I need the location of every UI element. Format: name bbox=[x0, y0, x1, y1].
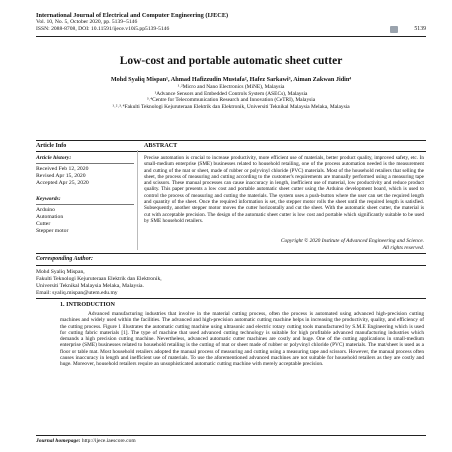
history-item: Accepted Apr 25, 2020 bbox=[36, 180, 89, 186]
keywords-label: Keywords: bbox=[36, 196, 61, 202]
affiliation-line: ¹Advance Sensors and Embedded Controls System (ASECs), Malaysia bbox=[154, 90, 308, 97]
issn-line: ISSN: 2088-8708, DOI: 10.11591/ijece.v10i5.pp5139-5146 bbox=[36, 26, 170, 33]
corresponding-line: Mohd Syaliq Mispan, bbox=[36, 269, 85, 275]
paper-title: Low-cost and portable automatic sheet cutter bbox=[119, 55, 343, 67]
corresponding-bottom-rule bbox=[36, 298, 426, 299]
header-rule bbox=[36, 36, 426, 37]
copyright-line: Copyright © 2020 Institute of Advanced Engineering and Science. bbox=[280, 238, 424, 244]
keyword-item: Cutter bbox=[36, 221, 51, 227]
page-number: 5139 bbox=[414, 26, 426, 32]
keyword-list bbox=[36, 207, 68, 235]
copyright-notice bbox=[200, 238, 424, 251]
abstract-heading: ABSTRACT bbox=[144, 143, 178, 149]
history-item: Revised Apr 15, 2020 bbox=[36, 173, 86, 179]
journal-logo-icon bbox=[390, 26, 398, 33]
history-item: Received Feb 12, 2020 bbox=[36, 166, 89, 172]
history-label: Article history: bbox=[36, 155, 72, 161]
keyword-item: Automation bbox=[36, 214, 64, 220]
keyword-item: Arduino bbox=[36, 207, 55, 213]
article-info-heading: Article Info bbox=[36, 143, 67, 149]
corresponding-line: Fakulti Teknologi Kejuruteraan Elektrik dan Elektronik, bbox=[36, 276, 162, 282]
affiliation-line: ¹˒²Micro and Nano Electronics (MiNE), Malaysia bbox=[177, 84, 285, 90]
corresponding-email: Email: syaliq.mispan@utem.edu.my bbox=[36, 290, 118, 296]
volume-line: Vol. 10, No. 5, October 2020, pp. 5139~5146 bbox=[36, 19, 138, 26]
copyright-rights: All rights reserved. bbox=[382, 244, 424, 251]
homepage-link[interactable]: http://ijece.iaescore.com bbox=[81, 438, 136, 444]
corresponding-top-rule bbox=[36, 253, 426, 254]
corresponding-heading-rule bbox=[36, 265, 426, 266]
affiliation-list bbox=[36, 84, 426, 111]
homepage-label: Journal homepage: bbox=[36, 438, 81, 444]
section-heading-introduction: 1. INTRODUCTION bbox=[60, 302, 115, 308]
journal-header bbox=[36, 12, 426, 34]
affiliation-line: ¹˒²˒³˒⁴Fakulti Teknologi Kejuruteraan Elektrik dan Elektronik, Universiti Teknikal Malaysia Melaka, Malaysia bbox=[112, 104, 350, 111]
corresponding-label: Corresponding Author: bbox=[36, 256, 93, 262]
author-list: Mohd Syaliq Mispan¹, Ahmad Hafizzudin Mustafa², Hafez Sarkawi³, Aiman Zakwan Jidin⁴ bbox=[110, 76, 352, 83]
info-top-rule bbox=[36, 140, 426, 141]
journal-footer bbox=[36, 438, 136, 444]
abstract-text: Precise automation is crucial to increase productivity, more efficient use of materials, better product quality, improved safety, etc. In small-medium enterprise (SME) businesses related to household retailing, one of the process automation needed is the measurement and cutting of the mat or sheet, made of rubber or polyvinyl chloride (PVC) materials. Most of the household retailers that selling the sheet, the process of measuring and cutting according to the customer's requirements are manually performed using a measuring tape and scissors. These manual processes can cause inaccuracy in length, inefficient use of material, low productivity and reduce product quality. This paper presents a low cost and portable automatic sheet cutter using the Arduino development board, which is used to control the process of measuring and cutting the materials. The system uses a push-button where the user can set the required length and quantity of the sheet. Once the required information is set, the stepper motor rolls the sheet until the required length is satisfied. Subsequently, another stepper motor moves the cutter horizontally and cut the sheet. With the automatic sheet cutter, the material is cut with acceptable precision. The design of the automatic sheet cutter is low cost and portable which significantly suitable to be used by SME household retailers. bbox=[144, 155, 424, 224]
affiliation-line: ³˒⁴Centre for Telecommunication Research and Innovation (CeTRI), Malaysia bbox=[146, 97, 316, 104]
column-divider bbox=[137, 150, 138, 250]
history-rule bbox=[36, 163, 134, 164]
keyword-item: Stepper motor bbox=[36, 228, 69, 234]
journal-name: International Journal of Electrical and Computer Engineering (IJECE) bbox=[36, 12, 229, 19]
footer-rule bbox=[36, 435, 426, 436]
corresponding-line: Universiti Teknikal Malaysia Melaka, Malaysia. bbox=[36, 283, 144, 289]
corresponding-details bbox=[36, 269, 162, 297]
article-history bbox=[36, 166, 89, 187]
info-heading-rule bbox=[36, 151, 426, 152]
introduction-text: Advanced manufacturing industries that involve in the material cutting process, often the process is automated using advanced high-precision cutting machines and widely used within the facilities. The advanced and high-precision automatic cutting machine helps in increasing the productivity, quality, and efficiency of the cutting process. Figure 1 illustrates the automatic cutting machine using ultrasonic and electric rotary cutting tools manufactured by S.M.E Engineering which is used for cutting fabric materials [1]. The type of machine that used advanced cutting technology is suitable for high profitable advanced manufacturing industries which demands a high precision cutting machine. Nevertheless, advanced automatic cutter machines are costly and huge. One of the cutting applications in small-medium enterprise (SME) businesses related to household retailing is the cutting of mat or sheet made of rubber or polyvinyl chloride (PVC) materials. The mat/sheet is used as a floor or table mat. Most household retailers adopted the manual process of measuring and cutting using a measuring tape and scissors. However, the manual process often causes inaccuracy in length and inefficient use of materials. To use the aforementioned advanced machines are not suitable for household retailers as they are costly and huge. Moreover, household retailers require an unsophisticated automatic cutting machine with merely acceptable precision. bbox=[60, 311, 424, 367]
keywords-rule bbox=[36, 204, 134, 205]
